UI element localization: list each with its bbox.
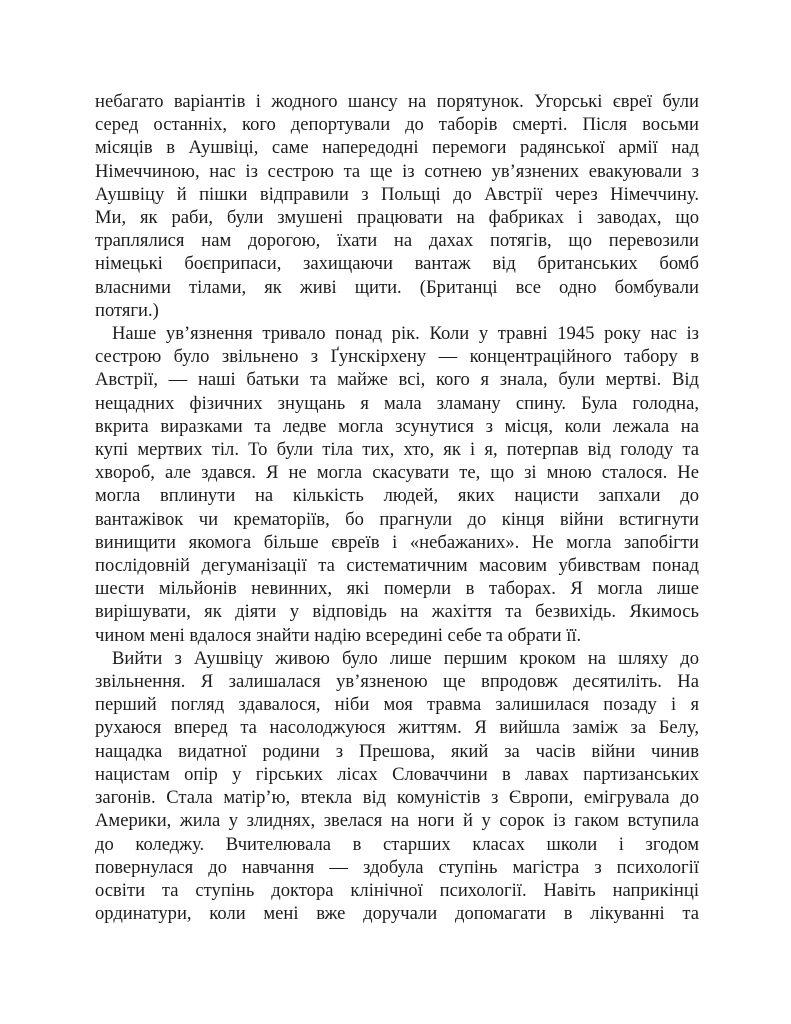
text-line: рухаюся вперед та насолоджуюся життям. Я вийшла заміж за Белу, — [95, 717, 699, 739]
text-line: Аушвіцу й пішки відправили з Польщі до Австрії через Німеччину. — [95, 183, 699, 205]
text-line: повернулася до навчання — здобула ступінь магістра з психології — [95, 856, 699, 878]
text-line: траплялися нам дорогою, їхати на дахах потягів, що перевозили — [95, 230, 699, 252]
book-page — [95, 90, 699, 925]
text-line: шести мільйонів невинних, які померли в таборах. Я могла лише — [95, 578, 699, 600]
paragraph — [95, 90, 699, 322]
text-line: Німеччиною, нас із сестрою та ще із сотнею ув’язнених евакуювали з — [95, 160, 699, 182]
text-line: Наше ув’язнення тривало понад рік. Коли у травні 1945 року нас із — [112, 323, 699, 345]
paragraph — [95, 322, 699, 647]
text-line: нещадних фізичних знущань я мала зламану спину. Була голодна, — [95, 392, 699, 414]
text-line: могла вплинути на кількість людей, яких нацисти запхали до — [95, 485, 699, 507]
text-line: вантажівок чи крематоріїв, бо прагнули до кінця війни встигнути — [95, 508, 699, 530]
text-line: вкрита виразками та ледве могла зсунутися з місця, коли лежала на — [95, 415, 699, 437]
text-line: небагато варіантів і жодного шансу на порятунок. Угорські євреї були — [95, 91, 699, 112]
text-line: власними тілами, як живі щити. (Британці все одно бомбували — [95, 276, 699, 298]
text-line: Америки, жила у злиднях, звелася на ноги й у сорок із гаком вступила — [95, 810, 699, 832]
text-line: Австрії, — наші батьки та майже всі, кого я знала, були мертві. Від — [95, 369, 699, 391]
text-line: серед останніх, кого депортували до таборів смерті. Після восьми — [95, 114, 699, 136]
text-line: вирішувати, як діяти у відповідь на жахіття та безвихідь. Якимось — [95, 601, 699, 623]
text-line: освіти та ступінь доктора клінічної психології. Навіть наприкінці — [95, 879, 699, 901]
text-line: німецькі боєприпаси, захищаючи вантаж від британських бомб — [95, 253, 699, 275]
text-line: купі мертвих тіл. То були тіла тих, хто, як і я, потерпав від голоду та — [95, 439, 699, 461]
text-line: потяги.) — [95, 299, 159, 321]
text-line: винищити якомога більше євреїв і «небажаних». Не могла запобігти — [95, 531, 699, 553]
text-line: місяців в Аушвіці, саме напередодні перемоги радянської армії над — [95, 137, 699, 159]
text-line: послідовній дегуманізації та систематичним масовим убивствам понад — [95, 555, 699, 577]
text-line: чином мені вдалося знайти надію всередині себе та обрати її. — [95, 624, 582, 646]
text-line: нацистам опір у гірських лісах Словаччини в лавах партизанських — [95, 763, 699, 785]
text-line: загонів. Стала матір’ю, втекла від комуністів з Європи, емігрувала до — [95, 787, 699, 809]
text-line: нащадка видатної родини з Прешова, який за часів війни чинив — [95, 740, 699, 762]
text-line: Вийти з Аушвіцу живою було лише першим кроком на шляху до — [112, 647, 699, 669]
text-line: Ми, як раби, були змушені працювати на фабриках і заводах, що — [95, 207, 699, 229]
paragraph — [95, 647, 699, 925]
text-line: до коледжу. Вчителювала в старших класах школи і згодом — [95, 833, 699, 855]
text-line: хвороб, але здався. Я не могла скасувати те, що зі мною сталося. Не — [95, 462, 699, 484]
text-line: звільнення. Я залишалася ув’язненою ще впродовж десятиліть. На — [95, 671, 699, 693]
text-line: сестрою було звільнено з Ґунскірхену — концентраційного табору в — [95, 346, 699, 368]
text-line: перший погляд здавалося, ніби моя травма залишилася позаду і я — [95, 694, 699, 716]
text-line: ординатури, коли мені вже доручали допомагати в лікуванні та — [95, 903, 699, 925]
